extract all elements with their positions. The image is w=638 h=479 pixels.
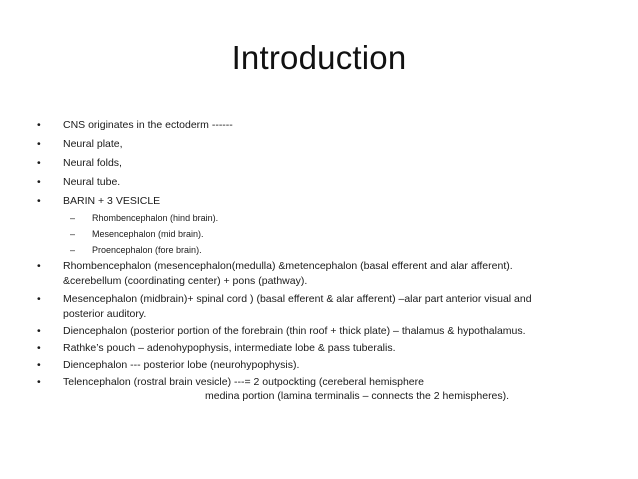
detail-line-continued: medina portion (lamina terminalis – connects the 2 hemispheres). [205, 390, 510, 402]
sub-bullet-marker: – [70, 245, 76, 255]
bullet-text: BARIN + 3 VESICLE [63, 195, 161, 207]
bullet-marker: • [37, 293, 41, 305]
bullet-marker: • [37, 325, 41, 337]
detail-line: Rhombencephalon (mesencephalon(medulla) &metencephalon (basal efferent and alar afferent). [63, 260, 513, 272]
bullet-marker: • [37, 195, 41, 207]
sub-bullet-marker: – [70, 213, 76, 223]
sub-bullet-text: Proencephalon (fore brain). [92, 245, 202, 255]
bullet-text: Neural plate, [63, 138, 123, 150]
detail-line-continued: posterior auditory. [63, 308, 147, 320]
bullet-text: CNS originates in the ectoderm ------ [63, 119, 233, 131]
bullet-marker: • [37, 157, 41, 169]
bullet-text: Neural tube. [63, 176, 121, 188]
sub-bullet-marker: – [70, 229, 76, 239]
bullet-text: Neural folds, [63, 157, 122, 169]
sub-bullet-text: Rhombencephalon (hind brain). [92, 213, 219, 223]
bullet-marker: • [37, 260, 41, 272]
bullet-marker: • [37, 176, 41, 188]
bullet-marker: • [37, 119, 41, 131]
detail-line: Mesencephalon (midbrain)+ spinal cord ) (basal efferent & alar afferent) –alar part anterior visual and [63, 293, 532, 305]
detail-line: Diencephalon (posterior portion of the forebrain (thin roof + thick plate) – thalamus & hypothalamus. [63, 325, 526, 337]
bullet-marker: • [37, 138, 41, 150]
bullet-marker: • [37, 342, 41, 354]
bullet-marker: • [37, 376, 41, 388]
detail-line: Rathke’s pouch – adenohypophysis, intermediate lobe & pass tuberalis. [63, 342, 396, 354]
sub-bullet-text: Mesencephalon (mid brain). [92, 229, 204, 239]
detail-line-continued: &cerebellum (coordinating center) + pons (pathway). [63, 275, 308, 287]
slide-title: Introduction [231, 39, 407, 76]
bullet-marker: • [37, 359, 41, 371]
detail-line: Telencephalon (rostral brain vesicle) ---= 2 outpockting (cereberal hemisphere [63, 376, 424, 388]
detail-line: Diencephalon --- posterior lobe (neurohypophysis). [63, 359, 300, 371]
